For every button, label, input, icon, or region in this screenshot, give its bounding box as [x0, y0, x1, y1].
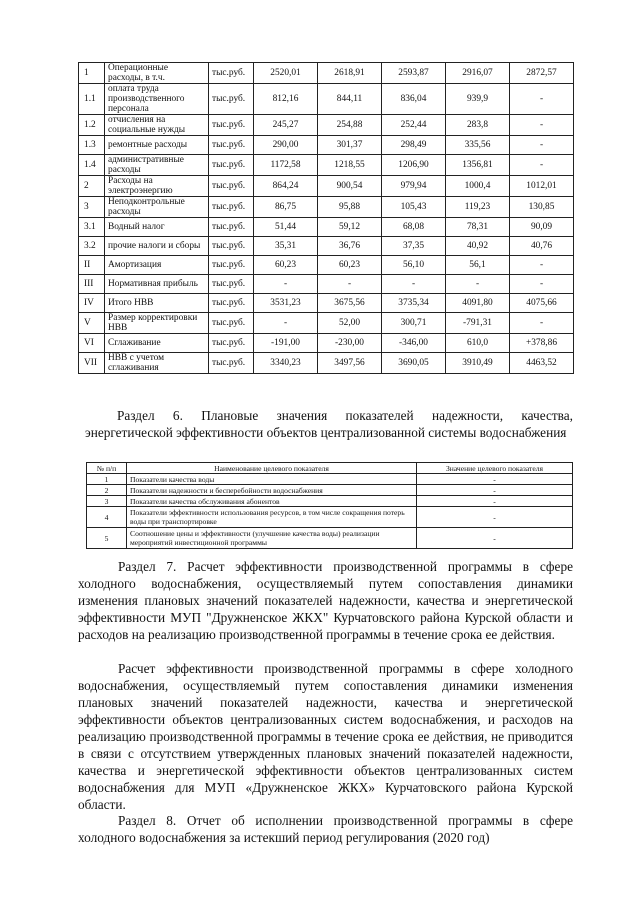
finance-unit: тыс.руб. — [209, 155, 254, 176]
finance-value: 1356,81 — [446, 155, 510, 176]
finance-unit: тыс.руб. — [209, 275, 254, 294]
finance-value: -191,00 — [254, 334, 318, 353]
finance-value: - — [510, 313, 574, 334]
indicator-name: Показатели надежности и бесперебойности водоснабжения — [127, 485, 417, 496]
indicators-header-value: Значение целевого показателя — [417, 463, 573, 474]
finance-item-name: оплата труда производственного персонала — [105, 84, 209, 115]
finance-value: 1172,58 — [254, 155, 318, 176]
indicator-number: 1 — [87, 474, 127, 485]
finance-value: 4463,52 — [510, 353, 574, 374]
finance-row — [79, 275, 574, 294]
finance-value: 56,1 — [446, 256, 510, 275]
finance-value: 298,49 — [382, 136, 446, 155]
indicator-number: 2 — [87, 485, 127, 496]
finance-table — [78, 62, 574, 374]
finance-row — [79, 237, 574, 256]
indicators-table — [86, 462, 573, 549]
finance-value: 283,8 — [446, 115, 510, 136]
finance-item-name: Размер корректировки НВВ — [105, 313, 209, 334]
finance-value: 40,92 — [446, 237, 510, 256]
finance-value: 59,12 — [318, 218, 382, 237]
section6-heading: Раздел 6. Плановые значения показателей надежности, качества, энергетической эффективности объектов централизованной системы водоснабжения — [85, 408, 573, 440]
finance-value: 3531,23 — [254, 294, 318, 313]
finance-value: 2872,57 — [510, 63, 574, 84]
finance-value: -346,00 — [382, 334, 446, 353]
finance-value: 2520,01 — [254, 63, 318, 84]
finance-value: 3497,56 — [318, 353, 382, 374]
indicator-value: - — [417, 528, 573, 549]
finance-value: 335,56 — [446, 136, 510, 155]
finance-item-name: ремонтные расходы — [105, 136, 209, 155]
finance-value: 35,31 — [254, 237, 318, 256]
finance-unit: тыс.руб. — [209, 63, 254, 84]
finance-unit: тыс.руб. — [209, 136, 254, 155]
indicator-number: 4 — [87, 507, 127, 528]
finance-value: 60,23 — [318, 256, 382, 275]
finance-value: 900,54 — [318, 176, 382, 197]
finance-code: 3.2 — [79, 237, 105, 256]
finance-item-name: Итого НВВ — [105, 294, 209, 313]
finance-unit: тыс.руб. — [209, 353, 254, 374]
finance-item-name: Нормативная прибыль — [105, 275, 209, 294]
finance-unit: тыс.руб. — [209, 84, 254, 115]
finance-item-name: административные расходы — [105, 155, 209, 176]
indicator-row — [87, 496, 573, 507]
finance-value: -230,00 — [318, 334, 382, 353]
finance-item-name: Неподконтрольные расходы — [105, 197, 209, 218]
finance-value: 60,23 — [254, 256, 318, 275]
finance-value: 52,00 — [318, 313, 382, 334]
finance-row — [79, 313, 574, 334]
finance-value: - — [446, 275, 510, 294]
finance-value: 3735,34 — [382, 294, 446, 313]
finance-unit: тыс.руб. — [209, 294, 254, 313]
finance-value: 836,04 — [382, 84, 446, 115]
finance-code: 1 — [79, 63, 105, 84]
finance-value: 105,43 — [382, 197, 446, 218]
finance-value: 610,0 — [446, 334, 510, 353]
finance-value: 2593,87 — [382, 63, 446, 84]
section7-body: Расчет эффективности производственной программы в сфере холодного водоснабжения, осуществляемый путем сопоставления динамики изменения плановых значений показателей надежности, качества и энергетической эффективности объектов централизованных систем водоснабжения, и расходов на реализацию производственной программы в течение срока ее действия, не приводится в связи с отсутствием утвержденных плановых значений показателей надежности, качества и энергетической эффективности объектов централизованных систем водоснабжения для МУП «Дружненское ЖКХ» Курчатовского района Курской области. — [78, 661, 573, 812]
indicator-number: 3 — [87, 496, 127, 507]
finance-item-name: Амортизация — [105, 256, 209, 275]
finance-value: 86,75 — [254, 197, 318, 218]
finance-value: 4091,80 — [446, 294, 510, 313]
finance-value: 3910,49 — [446, 353, 510, 374]
finance-value: 300,71 — [382, 313, 446, 334]
finance-value: 2618,91 — [318, 63, 382, 84]
finance-unit: тыс.руб. — [209, 334, 254, 353]
finance-unit: тыс.руб. — [209, 115, 254, 136]
indicator-row — [87, 507, 573, 528]
finance-value: - — [510, 84, 574, 115]
finance-value: 844,11 — [318, 84, 382, 115]
finance-value: - — [510, 155, 574, 176]
finance-code: 1.1 — [79, 84, 105, 115]
finance-value: 939,9 — [446, 84, 510, 115]
finance-row — [79, 197, 574, 218]
finance-value: 2916,07 — [446, 63, 510, 84]
finance-value: 1218,55 — [318, 155, 382, 176]
finance-item-name: отчисления на социальные нужды — [105, 115, 209, 136]
finance-code: 1.3 — [79, 136, 105, 155]
indicators-header-number: № п/п — [87, 463, 127, 474]
finance-value: 1206,90 — [382, 155, 446, 176]
finance-row — [79, 294, 574, 313]
finance-value: - — [254, 275, 318, 294]
finance-code: 1.4 — [79, 155, 105, 176]
finance-row — [79, 256, 574, 275]
finance-row — [79, 136, 574, 155]
finance-value: 37,35 — [382, 237, 446, 256]
finance-value: - — [382, 275, 446, 294]
finance-value: +378,86 — [510, 334, 574, 353]
finance-value: 119,23 — [446, 197, 510, 218]
finance-value: -791,31 — [446, 313, 510, 334]
finance-value: - — [510, 275, 574, 294]
finance-value: 1012,01 — [510, 176, 574, 197]
finance-row — [79, 218, 574, 237]
finance-row — [79, 176, 574, 197]
finance-row — [79, 115, 574, 136]
finance-value: 78,31 — [446, 218, 510, 237]
finance-item-name: прочие налоги и сборы — [105, 237, 209, 256]
finance-code: VI — [79, 334, 105, 353]
finance-code: IV — [79, 294, 105, 313]
finance-row — [79, 63, 574, 84]
finance-value: 979,94 — [382, 176, 446, 197]
finance-row — [79, 155, 574, 176]
finance-value: 254,88 — [318, 115, 382, 136]
finance-value: - — [318, 275, 382, 294]
finance-code: V — [79, 313, 105, 334]
indicator-name: Показатели качества обслуживания абонентов — [127, 496, 417, 507]
finance-value: 130,85 — [510, 197, 574, 218]
indicator-number: 5 — [87, 528, 127, 549]
finance-value: 95,88 — [318, 197, 382, 218]
finance-value: 40,76 — [510, 237, 574, 256]
finance-code: 2 — [79, 176, 105, 197]
finance-unit: тыс.руб. — [209, 256, 254, 275]
finance-code: VII — [79, 353, 105, 374]
finance-item-name: НВВ с учетом сглаживания — [105, 353, 209, 374]
finance-code: 3.1 — [79, 218, 105, 237]
finance-unit: тыс.руб. — [209, 197, 254, 218]
indicator-row — [87, 485, 573, 496]
section8-heading: Раздел 8. Отчет об исполнении производственной программы в сфере холодного водоснабжения за истекший период регулирования (2020 год) — [78, 813, 573, 845]
finance-value: 812,16 — [254, 84, 318, 115]
finance-unit: тыс.руб. — [209, 218, 254, 237]
indicator-value: - — [417, 474, 573, 485]
indicator-value: - — [417, 507, 573, 528]
finance-value: 252,44 — [382, 115, 446, 136]
finance-value: 864,24 — [254, 176, 318, 197]
finance-row — [79, 334, 574, 353]
finance-value: 301,37 — [318, 136, 382, 155]
finance-item-name: Расходы на электроэнергию — [105, 176, 209, 197]
indicator-row — [87, 474, 573, 485]
finance-value: 56,10 — [382, 256, 446, 275]
finance-unit: тыс.руб. — [209, 313, 254, 334]
finance-code: 3 — [79, 197, 105, 218]
finance-value: 68,08 — [382, 218, 446, 237]
indicator-name: Соотношение цены и эффективности (улучшение качества воды) реализации мероприятий инвестиционной программы — [127, 528, 417, 549]
indicator-value: - — [417, 496, 573, 507]
finance-value: 290,00 — [254, 136, 318, 155]
finance-value: 90,09 — [510, 218, 574, 237]
finance-row — [79, 84, 574, 115]
finance-item-name: Водный налог — [105, 218, 209, 237]
indicator-name: Показатели качества воды — [127, 474, 417, 485]
indicator-name: Показатели эффективности использования ресурсов, в том числе сокращения потерь воды при транспортировке — [127, 507, 417, 528]
indicators-header-name: Наименование целевого показателя — [127, 463, 417, 474]
finance-code: 1.2 — [79, 115, 105, 136]
finance-value: - — [510, 136, 574, 155]
finance-code: II — [79, 256, 105, 275]
finance-value: - — [510, 256, 574, 275]
finance-item-name: Сглаживание — [105, 334, 209, 353]
finance-value: 3690,05 — [382, 353, 446, 374]
indicator-row — [87, 528, 573, 549]
finance-value: 3675,56 — [318, 294, 382, 313]
finance-row — [79, 353, 574, 374]
finance-unit: тыс.руб. — [209, 237, 254, 256]
finance-code: III — [79, 275, 105, 294]
finance-value: - — [254, 313, 318, 334]
indicator-value: - — [417, 485, 573, 496]
finance-value: 3340,23 — [254, 353, 318, 374]
finance-value: 36,76 — [318, 237, 382, 256]
finance-value: 1000,4 — [446, 176, 510, 197]
finance-unit: тыс.руб. — [209, 176, 254, 197]
finance-value: 245,27 — [254, 115, 318, 136]
finance-item-name: Операционные расходы, в т.ч. — [105, 63, 209, 84]
finance-value: 4075,66 — [510, 294, 574, 313]
section7-heading: Раздел 7. Расчет эффективности производственной программы в сфере холодного водоснабжения, осуществляемый путем сопоставления динамики изменения плановых значений показателей надежности, качества и энергетической эффективности МУП "Дружненское ЖКХ" Курчатовского района Курской области и расходов на реализацию производственной программы в течение срока ее действия. — [78, 559, 573, 642]
finance-value: 51,44 — [254, 218, 318, 237]
finance-value: - — [510, 115, 574, 136]
